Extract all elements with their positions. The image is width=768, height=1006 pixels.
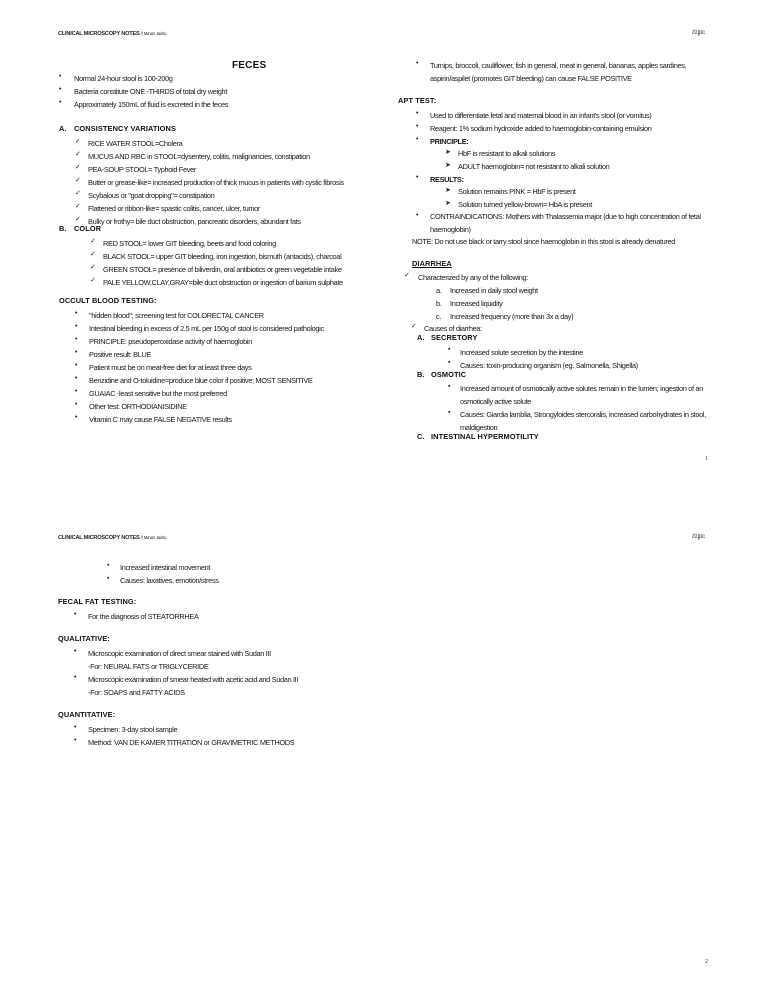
list-item: PALE YELLOW,CLAY,GRAY=bile duct obstruction or ingestion of barium sulphate xyxy=(103,278,343,287)
cause-heading-osmotic: OSMOTIC xyxy=(431,370,467,379)
bullet-icon: • xyxy=(416,123,419,130)
list-item-sub: -For: NEURAL FATS or TRIGLYCERIDE xyxy=(88,662,209,671)
list-item: RED STOOL= lower GIT bleeding, beets and food coloring xyxy=(103,239,276,248)
arrow-bullet-icon: ➤ xyxy=(445,162,451,169)
arrow-bullet-icon: ➤ xyxy=(445,187,451,194)
list-item: Microscopic examination of direct smear stained with Sudan III xyxy=(88,649,271,658)
arrow-bullet-icon: ➤ xyxy=(445,149,451,156)
section-heading-apt-test: APT TEST: xyxy=(398,96,437,105)
list-item: Method: VAN DE KAMER TITRATION or GRAVIMETRIC METHODS xyxy=(88,738,295,747)
list-item: PEA-SOUP STOOL= Typhoid Fever xyxy=(88,165,196,174)
list-item: Increased intestinal movement xyxy=(120,563,211,572)
bullet-icon: • xyxy=(416,136,419,143)
checkmark-icon: ✓ xyxy=(75,216,81,223)
section-marker: B. xyxy=(59,224,67,233)
list-item: Vitamin C may cause FALSE NEGATIVE results xyxy=(89,415,232,424)
list-item: Solution turned yellow-brown= HbA is present xyxy=(458,200,592,209)
cause-marker: A. xyxy=(417,333,425,342)
section-heading-quantitative: QUANTITATIVE: xyxy=(58,710,116,719)
square-bullet-icon: ▪ xyxy=(107,575,110,582)
list-item: Benzidine and O-toluidine=produce blue color if positive; MOST SENSITIVE xyxy=(89,376,313,385)
author-credit: // Ma'am Jadso xyxy=(140,31,167,36)
bullet-icon: • xyxy=(74,611,77,618)
checkmark-icon: ✓ xyxy=(75,164,81,171)
list-item: Reagent: 1% sodium hydroxide added to haemoglobin-containing emulsion xyxy=(430,124,652,133)
contraindications: CONTRAINDICATIONS: Mothers with Thalassemia major (due to high concentration of fetal haemoglobin) xyxy=(430,212,701,234)
list-item: Other test: ORTHODIANISIDINE xyxy=(89,402,187,411)
section-heading-color: COLOR xyxy=(74,224,102,233)
list-item: MUCUS AND RBC in STOOL=dysentery, colitis, malignancies, constipation xyxy=(88,152,310,161)
list-item: "hidden blood"; screening test for COLORECTAL CANCER xyxy=(89,311,264,320)
list-marker: c. xyxy=(436,312,442,321)
section-heading-fecal-fat: FECAL FAT TESTING: xyxy=(58,597,137,606)
square-bullet-icon: ▪ xyxy=(448,383,451,390)
bullet-icon: • xyxy=(59,73,62,80)
list-item: Scybalous or "goat dropping"= constipation xyxy=(88,191,215,200)
running-header xyxy=(58,535,166,541)
cause-marker: B. xyxy=(417,370,425,379)
list-item: Causes: laxatives, emotion/stress xyxy=(120,576,219,585)
list-item: BLACK STOOL= upper GIT bleeding, iron ingestion, bismuth (antacids), charcoal xyxy=(103,252,342,261)
arrow-bullet-icon: ➤ xyxy=(445,200,451,207)
list-item: For the diagnosis of STEATORRHEA xyxy=(88,612,199,621)
cause-marker: C. xyxy=(417,432,425,441)
page-title: FECES xyxy=(232,60,267,71)
list-item: Bacteria constitute ONE -THIRDS of total dry weight xyxy=(74,87,228,96)
list-item: GUAIAC -least sensitive but the most preferred xyxy=(89,389,227,398)
square-bullet-icon: ▪ xyxy=(448,346,451,353)
square-bullet-icon: ▪ xyxy=(448,359,451,366)
square-bullet-icon: ▪ xyxy=(448,409,451,416)
list-item: Causes: toxin-producing organism (eg. Salmonella, Shigella) xyxy=(460,361,638,370)
list-item: Patient must be on meat-free diet for at least three days xyxy=(89,363,252,372)
section-heading-diarrhea: DIARRHEA xyxy=(412,259,452,268)
list-item: RICE WATER STOOL=Cholera xyxy=(88,139,183,148)
list-item: Increased frequency (more than 3x a day) xyxy=(450,312,574,321)
list-item: Increased in daily stool weight xyxy=(450,286,538,295)
list-item: Increased amount of osmotically active solutes remain in the lumen; ingestion of an osmotically active solute xyxy=(460,384,703,406)
list-item-sub: -For: SOAPS and FATTY ACIDS xyxy=(88,688,185,697)
list-marker: a. xyxy=(436,286,442,295)
list-item: Normal 24-hour stool is 100-200g xyxy=(74,74,173,83)
bullet-icon: • xyxy=(416,174,419,181)
checkmark-icon: ✓ xyxy=(75,151,81,158)
doc-title: CLINICAL MICROSCOPY NOTES xyxy=(58,535,140,541)
bullet-icon: • xyxy=(75,349,78,356)
section-marker: A. xyxy=(59,124,67,133)
list-item: Flattened or ribbon-like= spastic colitis, cancer, ulcer, tumor xyxy=(88,204,261,213)
principle-label: PRINCIPLE: xyxy=(430,137,469,146)
bullet-icon: • xyxy=(59,99,62,106)
list-item: Intestinal bleeding in excess of 2.5 mL per 150g of stool is considered pathologic xyxy=(89,324,324,333)
list-item: Approximately 150mL of fluid is excreted in the feces xyxy=(74,100,229,109)
bullet-icon: • xyxy=(75,375,78,382)
checkmark-icon: ✓ xyxy=(75,177,81,184)
signature: //zjpc xyxy=(692,534,705,540)
bullet-icon: • xyxy=(416,212,419,219)
list-item: Bulky or frothy= bile duct obstruction, pancreatic disorders, abundant fats xyxy=(88,217,301,226)
results-label: RESULTS: xyxy=(430,175,464,184)
section-heading-occult-blood: OCCULT BLOOD TESTING: xyxy=(59,296,157,305)
bullet-icon: • xyxy=(59,86,62,93)
checkmark-icon: ✓ xyxy=(75,138,81,145)
cause-heading-hypermotility: INTESTINAL HYPERMOTILITY xyxy=(431,432,539,441)
bullet-icon: • xyxy=(75,388,78,395)
section-heading-consistency: CONSISTENCY VARIATIONS xyxy=(74,124,176,133)
note: NOTE: Do not use black or tarry stool since haemoglobin in this stool is already denatured xyxy=(412,237,676,246)
bullet-icon: • xyxy=(75,323,78,330)
list-item: Characterized by any of the following: xyxy=(418,273,528,282)
bullet-icon: • xyxy=(416,110,419,117)
list-item: Specimen: 3-day stool sample xyxy=(88,725,178,734)
checkmark-icon: ✓ xyxy=(75,203,81,210)
list-item: GREEN STOOL= presence of biliverdin, oral antibiotics or green vegetable intake xyxy=(103,265,342,274)
checkmark-icon: ✓ xyxy=(90,251,96,258)
list-item: PRINCIPLE: pseudoperoxidase activity of haemoglobin xyxy=(89,337,252,346)
cause-heading-secretory: SECRETORY xyxy=(431,333,478,342)
checkmark-icon: ✓ xyxy=(75,190,81,197)
bullet-icon: • xyxy=(75,336,78,343)
checkmark-icon: ✓ xyxy=(411,323,417,330)
author-credit: // Ma'am Jadso xyxy=(140,535,167,540)
list-item: Butter or grease-like= increased production of thick mucus in patients with cystic fibrosis xyxy=(88,178,344,187)
list-item: Solution remains PINK = HbF is present xyxy=(458,187,576,196)
page-number: 2 xyxy=(705,959,708,965)
checkmark-icon: ✓ xyxy=(90,264,96,271)
list-item: Increased solute secretion by the intestine xyxy=(460,348,583,357)
bullet-icon: • xyxy=(74,674,77,681)
bullet-icon: • xyxy=(74,737,77,744)
bullet-icon: • xyxy=(74,724,77,731)
false-positive-note: Turnips, broccoli, cauliflower, fish in general, meat in general, bananas, apples sardines, aspirin/aspilet (promotes GIT bleeding) can cause FALSE POSITIVE xyxy=(430,61,687,83)
checkmark-icon: ✓ xyxy=(90,238,96,245)
bullet-icon: • xyxy=(74,648,77,655)
bullet-icon: • xyxy=(75,362,78,369)
list-marker: b. xyxy=(436,299,442,308)
list-item: Causes of diarrhea: xyxy=(424,324,482,333)
section-heading-qualitative: QUALITATIVE: xyxy=(58,634,110,643)
list-item: Positive result: BLUE xyxy=(89,350,152,359)
list-item: HbF is resistant to alkali solutions xyxy=(458,149,556,158)
list-item: Used to differentiate fetal and maternal blood in an infant's stool (or vomitus) xyxy=(430,111,652,120)
bullet-icon: • xyxy=(75,310,78,317)
list-item: Increased liquidity xyxy=(450,299,503,308)
checkmark-icon: ✓ xyxy=(404,272,410,279)
square-bullet-icon: ▪ xyxy=(107,562,110,569)
checkmark-icon: ✓ xyxy=(90,277,96,284)
bullet-icon: • xyxy=(416,60,419,67)
list-item: Causes: Giardia lamblia, Strongyloides stercoralis, increased carbohydrates in stool, maldigestion xyxy=(460,410,706,432)
list-item: ADULT haemoglobin= not resistant to alkali solution xyxy=(458,162,610,171)
page-number: 1 xyxy=(705,456,708,462)
doc-title: CLINICAL MICROSCOPY NOTES xyxy=(58,31,140,37)
list-item: Microscopic examination of smear heated with acetic acid and Sudan III xyxy=(88,675,299,684)
running-header xyxy=(58,31,166,37)
bullet-icon: • xyxy=(75,414,78,421)
signature: //zjpc xyxy=(692,30,705,36)
bullet-icon: • xyxy=(75,401,78,408)
